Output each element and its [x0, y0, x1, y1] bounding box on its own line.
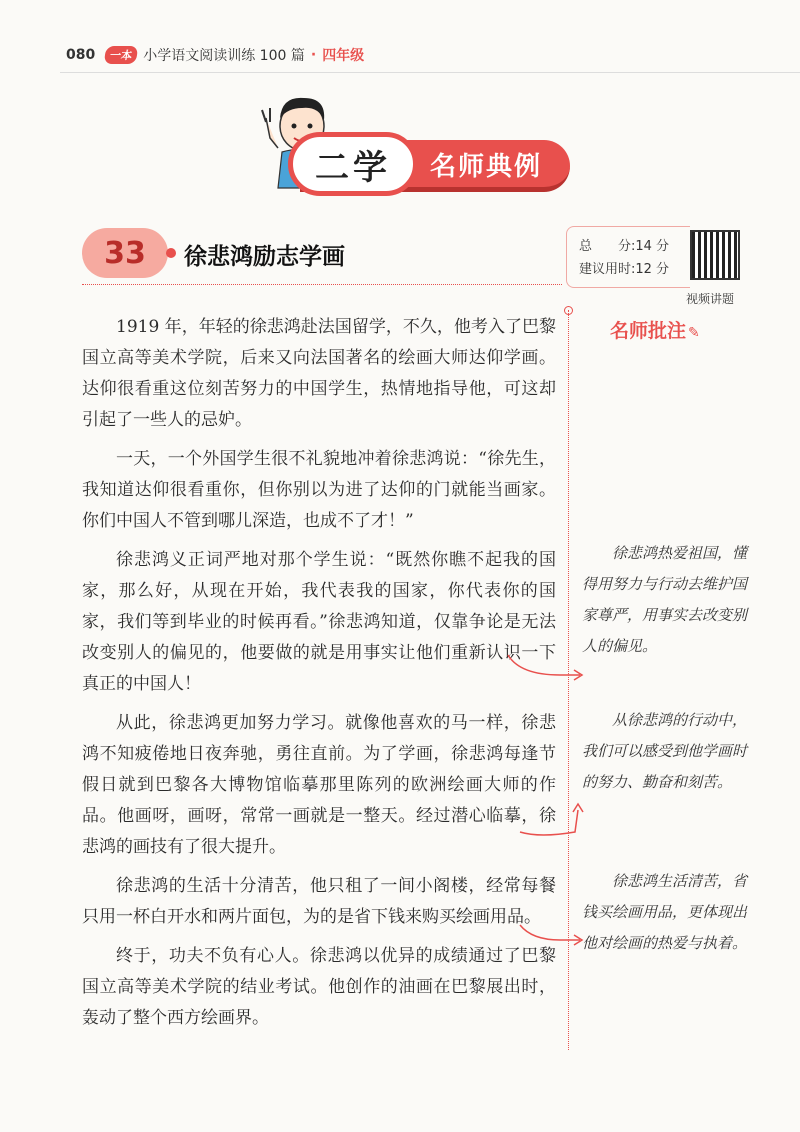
brand-logo: 一本 [104, 46, 139, 64]
paragraph-1: 1919 年，年轻的徐悲鸿赴法国留学，不久，他考入了巴黎国立高等美术学院，后来又向法国著名的绘画大师达仰学画。达仰很看重这位刻苦努力的中国学生，热情地指导他，可这却引起了一些人的忌妒。 [82, 317, 556, 430]
paragraph-5: 徐悲鸿的生活十分清苦，他只租了一间小阁楼，经常每餐只用一杯白开水和两片面包，为的是省下钱来购买绘画用品。 [82, 876, 556, 927]
paragraph-3: 徐悲鸿义正词严地对那个学生说：“既然你瞧不起我的国家，那么好，从现在开始，我代表我的国家，你代表你的国家，我们等到毕业的时候再看。”徐悲鸿知道，仅靠争论是无法改变别人的偏见的，他要做的就是用事实让他们重新认识一下真正的中国人！ [82, 550, 556, 694]
paragraph-4: 从此，徐悲鸿更加努力学习。就像他喜欢的马一样，徐悲鸿不知疲倦地日夜奔驰，勇往直前。为了学画，徐悲鸿每逢节假日就到巴黎各大博物馆临摹那里陈列的欧洲绘画大师的作品。他画呀，画呀，常常一画就是一整天。经过潜心临摹，徐悲鸿的画技有了很大提升。 [82, 713, 556, 857]
page-number: 080 [66, 47, 96, 63]
annotation-note-1: 徐悲鸿热爱祖国，懂得用努力与行动去维护国家尊严，用事实去改变别人的偏见。 [582, 544, 748, 655]
connector-arrowhead-2 [573, 804, 583, 812]
annotation-divider [568, 310, 569, 1050]
total-score: 总 分:14 分 [579, 239, 670, 254]
article-body [82, 312, 556, 1042]
qr-code-label: 视频讲题 [686, 292, 735, 306]
connector-arrowhead-3 [574, 935, 582, 945]
annotation-note-2: 从徐悲鸿的行动中，我们可以感受到他学画时的努力、勤奋和刻苦。 [582, 711, 748, 791]
suggested-time: 建议用时:12 分 [579, 262, 670, 277]
lesson-title: 徐悲鸿励志学画 [184, 244, 345, 270]
section-title: 名师典例 [430, 152, 543, 182]
pen-icon: ✎ [688, 325, 700, 341]
header-separator: · [310, 47, 317, 63]
paragraph-2: 一天，一个外国学生很不礼貌地冲着徐悲鸿说：“徐先生，我知道达仰很看重你，但你别以为进了达仰的门就能当画家。你们中国人不管到哪儿深造，也成不了才！” [82, 449, 556, 531]
annotation-note-3: 徐悲鸿生活清苦，省钱买绘画用品，更体现出他对绘画的热爱与执着。 [582, 872, 748, 952]
book-title: 小学语文阅读训练 100 篇 [143, 48, 305, 64]
title-underline [82, 284, 562, 285]
section-number: 二学 [288, 132, 418, 196]
qr-code-icon[interactable] [690, 230, 740, 280]
annotation-header-text: 名师批注 [610, 320, 687, 342]
score-box [566, 226, 690, 288]
connector-arrowhead-1 [574, 670, 582, 680]
running-header [66, 44, 364, 66]
paragraph-6: 终于，功夫不负有心人。徐悲鸿以优异的成绩通过了巴黎国立高等美术学院的结业考试。他创作的油画在巴黎展出时，轰动了整个西方绘画界。 [82, 946, 556, 1028]
grade-label: 四年级 [322, 48, 365, 64]
annotation-header [610, 316, 700, 343]
lesson-number-badge: 33 [82, 228, 168, 278]
header-rule [60, 72, 800, 73]
